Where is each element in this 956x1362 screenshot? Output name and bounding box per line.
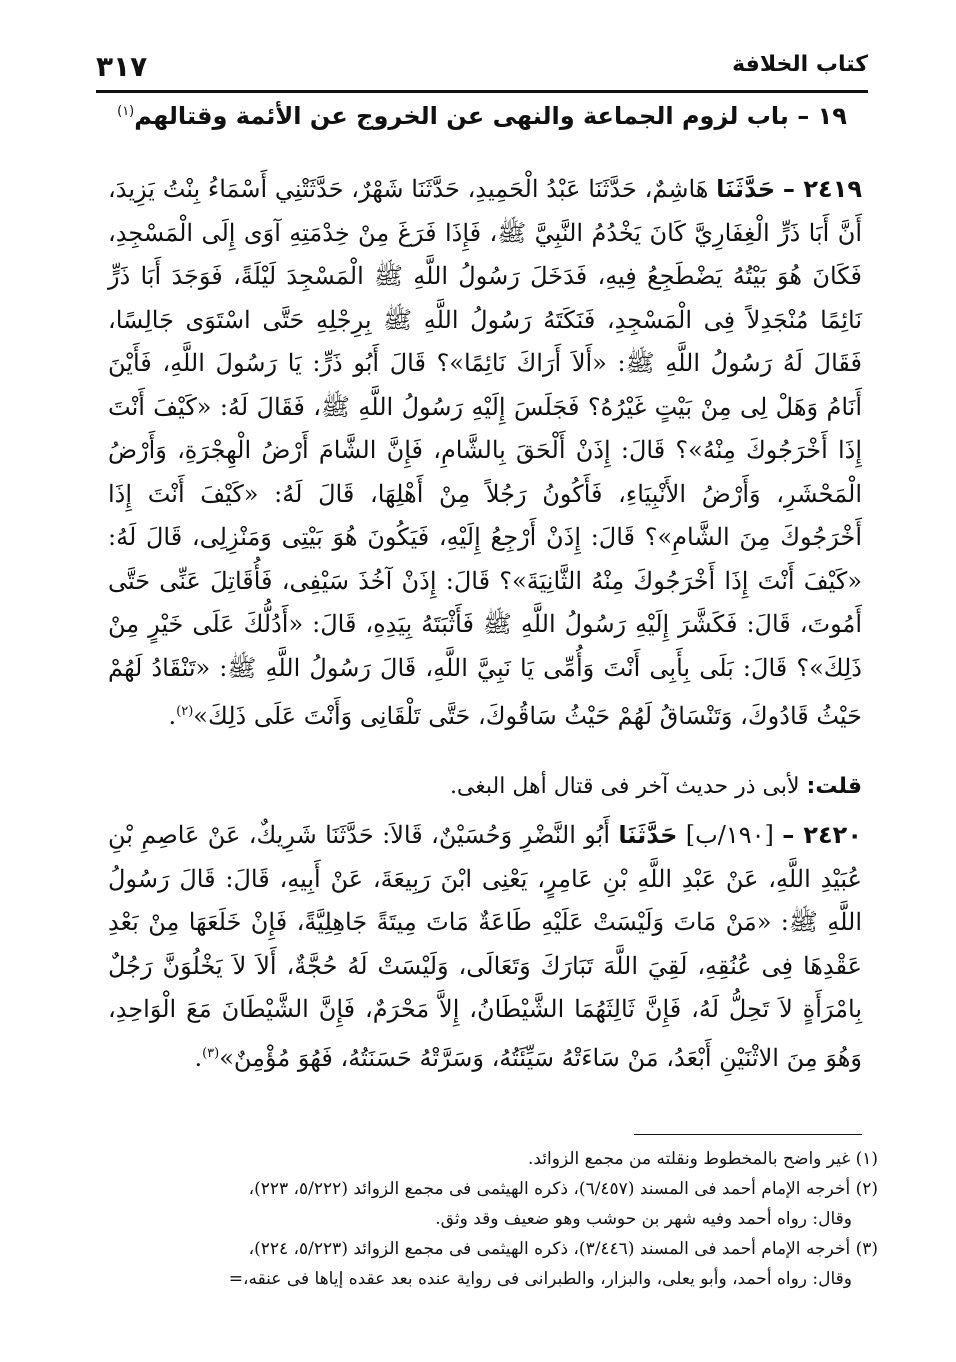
page-number: ٣١٧ xyxy=(96,50,148,83)
hadith-text: هَاشِمٌ، حَدَّثَنَا عَبْدُ الْحَمِيدِ، حَدَّثَنَا شَهْرٌ، حَدَّثَتْنِي أَسْمَاءُ بِنْتُ يَزِيدَ، أَنَّ أَبَا ذَرٍّ الْغِفَارِيَّ كَانَ يَخْدُمُ النَّبِيَّ ﷺ، فَإِذَا فَرَغَ مِنْ خِدْمَتِهِ آوَى إِلَى الْمَسْجِدِ، فَكَانَ هُوَ بَيْتُهُ يَضْطَجِعُ فِيهِ، فَدَخَلَ رَسُولُ اللَّهِ ﷺ الْمَسْجِدَ لَيْلَةً، فَوَجَدَ أَبَا ذَرٍّ نَائِمًا مُنْجَدِلاً فِى الْمَسْجِدِ، فَنَكَتَهُ رَسُولُ اللَّهِ ﷺ بِرِجْلِهِ حَتَّى اسْتَوَى جَالِسًا، فَقَالَ لَهُ رَسُولُ اللَّهِ ﷺ: «أَلاَ أَرَاكَ نَائِمًا»؟ قَالَ أَبُو ذَرٍّ: يَا رَسُولَ اللَّهِ، فَأَيْنَ أَنَامُ وَهَلْ لِى مِنْ بَيْتٍ غَيْرُهُ؟ فَجَلَسَ إِلَيْهِ رَسُولُ اللَّهِ ﷺ، فَقَالَ لَهُ: «كَيْفَ أَنْتَ إِذَا أَخْرَجُوكَ مِنْهُ»؟ قَالَ: إِذَنْ أَلْحَقَ بِالشَّامِ، فَإِنَّ الشَّامَ أَرْضُ الْهِجْرَةِ، وَأَرْضُ الْمَحْشَرِ، وَأَرْضُ الأَنْبِيَاءِ، فَأَكُونُ رَجُلاً مِنْ أَهْلِهَا، قَالَ لَهُ: «كَيْفَ أَنْتَ إِذَا أَخْرَجُوكَ مِنَ الشَّامِ»؟ قَالَ: إِذَنْ أَرْجِعُ إِلَيْهِ، فَيَكُونَ هُوَ بَيْتِى وَمَنْزِلِى، قَالَ لَهُ: «كَيْفَ أَنْتَ إِذَا أَخْرَجُوكَ مِنْهُ الثَّانِيَةَ»؟ قَالَ: إِذَنْ آخُذَ سَيْفِى، فَأُقَاتِلَ عَنِّى حَتَّى أَمُوتَ، قَالَ: فَكَشَّرَ إِلَيْهِ رَسُولُ اللَّهِ ﷺ فَأَثْبَتَهُ بِيَدِهِ، قَالَ: «أَدُلُّكَ عَلَى خَيْرٍ مِنْ ذَلِكَ»؟ قَالَ: بَلَى بِأَبِى أَنْتَ وَأُمِّى يَا نَبِيَّ اللَّهِ، قَالَ رَسُولُ اللَّهِ ﷺ: «تَنْقَادُ لَهُمْ حَيْثُ قَادُوكَ، وَتَنْسَاقُ لَهُمْ حَيْثُ سَاقُوكَ، حَتَّى تَلْقَانِى وَأَنْتَ عَلَى ذَلِكَ» xyxy=(108,175,863,730)
footnote-2: (٢) أخرجه الإمام أحمد فى المسند (٦/٤٥٧)، ذكره الهيثمى فى مجمع الزوائد (٥/٢٢٢، ٢٢٣)، xyxy=(248,1179,878,1199)
footnote-1: (١) غير واضح بالمخطوط ونقلته من مجمع الزوائد. xyxy=(527,1149,878,1169)
footnote-rule xyxy=(634,1134,862,1135)
folio-marker: [١٩٠/ب] xyxy=(685,821,774,849)
footnote-3-cont: وقال: رواه أحمد، وأبو يعلى، والبزار، والطبرانى فى رواية عنده بعد عقده إياها فى عنقه،= xyxy=(228,1269,852,1289)
footnotes xyxy=(108,1144,878,1294)
hadith-number: ٢٤٢٠ – xyxy=(782,821,862,849)
page-header xyxy=(96,42,868,88)
hadith-2419 xyxy=(108,168,862,739)
footnote-ref-2: (٢) xyxy=(176,704,194,719)
section-heading xyxy=(96,102,868,130)
section-title-text: ١٩ – باب لزوم الجماعة والنهى عن الخروج عن الأئمة وقتالهم xyxy=(134,102,847,130)
footnote-ref-1: (١) xyxy=(117,104,135,119)
hadith-lead: حَدَّثَنَا xyxy=(618,821,678,849)
hadith-end: . xyxy=(168,702,177,730)
hadith-2420 xyxy=(108,814,862,1080)
remark xyxy=(108,774,862,799)
hadith-number: ٢٤١٩ – xyxy=(782,175,862,203)
footnote-ref-3: (٣) xyxy=(202,1045,220,1061)
footnote-3: (٣) أخرجه الإمام أحمد فى المسند (٣/٤٤٦)، ذكره الهيثمى فى مجمع الزوائد (٥/٢٢٣، ٢٢٤)، xyxy=(248,1239,878,1259)
hadith-lead: حَدَّثَنَا xyxy=(716,175,776,203)
header-rule xyxy=(96,90,868,93)
hadith-text: أَبُو النَّضْرِ وَحُسَيْنٌ، قَالاَ: حَدَّثَنَا شَرِيكٌ، عَنْ عَاصِمِ بْنِ عُبَيْدِ اللَّهِ، عَنْ عَبْدِ اللَّهِ بْنِ عَامِرٍ، يَعْنِى ابْنَ رَبِيعَةَ، عَنْ أَبِيهِ، قَالَ: قَالَ رَسُولُ اللَّهِ ﷺ: «مَنْ مَاتَ وَلَيْسَتْ عَلَيْهِ طَاعَةٌ مَاتَ مِيتَةً جَاهِلِيَّةً، فَإِنْ خَلَعَهَا مِنْ بَعْدِ عَقْدِهَا فِى عُنُقِهِ، لَقِيَ اللَّهَ تَبَارَكَ وَتَعَالَى، وَلَيْسَتْ لَهُ حُجَّةٌ، أَلاَ لاَ يَخْلُوَنَّ رَجُلٌ بِامْرَأَةٍ لاَ تَحِلُّ لَهُ، فَإِنَّ ثَالِثَهُمَا الشَّيْطَانُ، إِلاَّ مَحْرَمٌ، فَإِنَّ الشَّيْطَانَ مَعَ الْوَاحِدِ، وَهُوَ مِنَ الاثْنَيْنِ أَبْعَدُ، مَنْ سَاءَتْهُ سَيِّئَتُهُ، وَسَرَّتْهُ حَسَنَتُهُ، فَهُوَ مُؤْمِنٌ» xyxy=(108,821,862,1072)
hadith-end: . xyxy=(194,1043,203,1072)
footnote-2-cont: وقال: رواه أحمد وفيه شهر بن حوشب وهو ضعيف وقد وثق. xyxy=(435,1209,852,1229)
chapter-title: كتاب الخلافة xyxy=(732,52,868,77)
remark-label: قلت: xyxy=(806,774,862,799)
remark-text: لأبى ذر حديث آخر فى قتال أهل البغى. xyxy=(449,774,800,799)
